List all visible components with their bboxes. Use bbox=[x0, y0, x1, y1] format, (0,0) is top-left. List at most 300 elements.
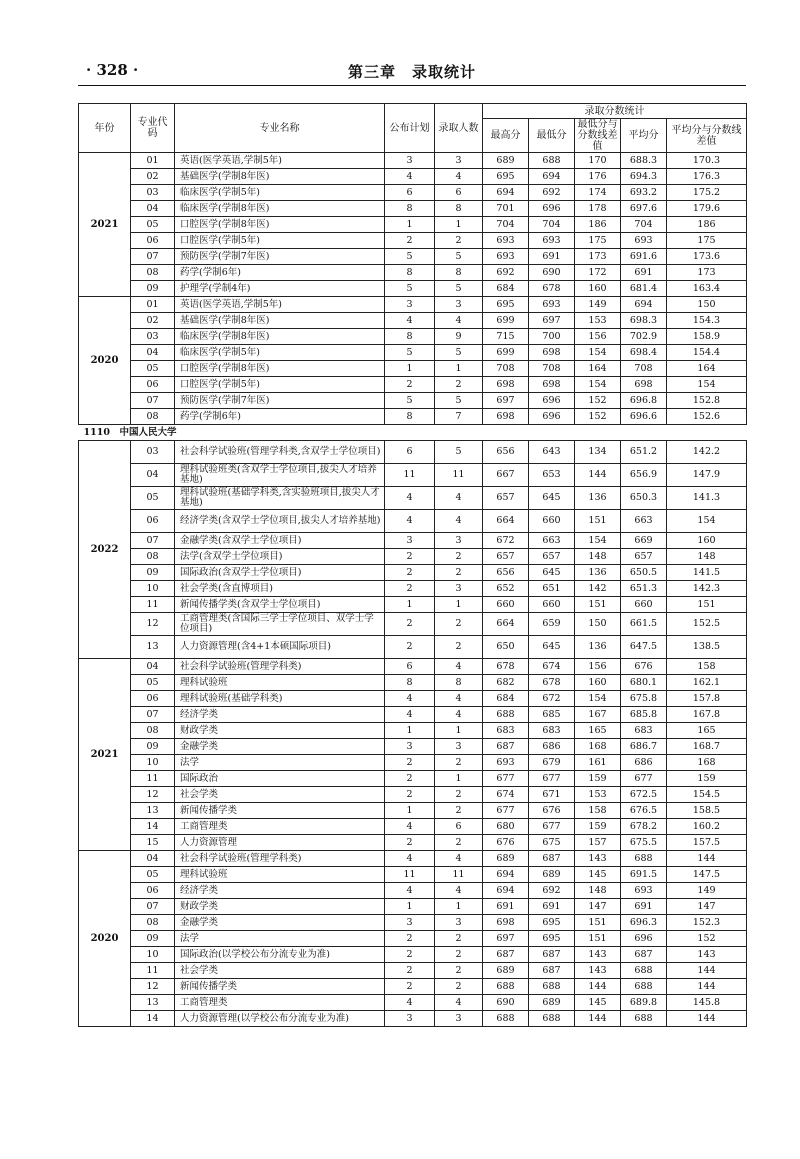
admitted-cell: 3 bbox=[435, 739, 483, 755]
avg-diff-cell: 144 bbox=[667, 963, 747, 979]
min-diff-cell: 170 bbox=[575, 153, 621, 169]
name-cell: 临床医学(学制5年) bbox=[175, 185, 385, 201]
max-cell: 674 bbox=[483, 787, 529, 803]
plan-cell: 2 bbox=[385, 377, 435, 393]
table-row bbox=[79, 995, 747, 1011]
min-cell: 659 bbox=[529, 613, 575, 636]
avg-diff-cell: 163.4 bbox=[667, 281, 747, 297]
avg-cell: 675.8 bbox=[621, 691, 667, 707]
avg-cell: 678.2 bbox=[621, 819, 667, 835]
name-cell: 护理学(学制4年) bbox=[175, 281, 385, 297]
avg-diff-cell: 173 bbox=[667, 265, 747, 281]
table-row bbox=[79, 883, 747, 899]
min-diff-cell: 151 bbox=[575, 510, 621, 533]
min-cell: 687 bbox=[529, 851, 575, 867]
avg-diff-cell: 154.4 bbox=[667, 345, 747, 361]
page-number: · 328 · bbox=[86, 61, 139, 79]
code-cell: 07 bbox=[131, 533, 175, 549]
name-cell: 经济学类(含双学士学位项目,拔尖人才培养基地) bbox=[175, 510, 385, 533]
name-cell: 理科试验班(基础学科类) bbox=[175, 691, 385, 707]
name-cell: 人力资源管理(含4+1本硕国际项目) bbox=[175, 636, 385, 659]
header-min-diff: 最低分与分数线差值 bbox=[575, 119, 621, 153]
max-cell: 694 bbox=[483, 185, 529, 201]
avg-cell: 681.4 bbox=[621, 281, 667, 297]
name-cell: 国际政治(以学校公布分流专业为准) bbox=[175, 947, 385, 963]
name-cell: 理科试验班类(含双学士学位项目,拔尖人才培养基地) bbox=[175, 464, 385, 487]
min-diff-cell: 153 bbox=[575, 313, 621, 329]
avg-cell: 677 bbox=[621, 771, 667, 787]
avg-cell: 689.8 bbox=[621, 995, 667, 1011]
table-row bbox=[79, 313, 747, 329]
min-cell: 675 bbox=[529, 835, 575, 851]
plan-cell: 11 bbox=[385, 867, 435, 883]
code-cell: 03 bbox=[131, 329, 175, 345]
admitted-cell: 2 bbox=[435, 979, 483, 995]
max-cell: 698 bbox=[483, 915, 529, 931]
name-cell: 预防医学(学制7年医) bbox=[175, 393, 385, 409]
name-cell: 工商管理类 bbox=[175, 819, 385, 835]
avg-cell: 694 bbox=[621, 297, 667, 313]
min-diff-cell: 152 bbox=[575, 393, 621, 409]
code-cell: 04 bbox=[131, 201, 175, 217]
name-cell: 理科试验班 bbox=[175, 675, 385, 691]
code-cell: 10 bbox=[131, 947, 175, 963]
min-cell: 678 bbox=[529, 281, 575, 297]
table-row bbox=[79, 675, 747, 691]
avg-cell: 694.3 bbox=[621, 169, 667, 185]
avg-diff-cell: 152.6 bbox=[667, 409, 747, 425]
avg-diff-cell: 160 bbox=[667, 533, 747, 549]
plan-cell: 5 bbox=[385, 281, 435, 297]
table-row bbox=[79, 787, 747, 803]
plan-cell: 8 bbox=[385, 265, 435, 281]
chapter-title: 第三章 录取统计 bbox=[347, 63, 476, 81]
avg-diff-cell: 143 bbox=[667, 947, 747, 963]
code-cell: 05 bbox=[131, 361, 175, 377]
header-min: 最低分 bbox=[529, 119, 575, 153]
year-cell: 2020 bbox=[79, 297, 131, 425]
admitted-cell: 2 bbox=[435, 565, 483, 581]
code-cell: 04 bbox=[131, 345, 175, 361]
admitted-cell: 3 bbox=[435, 1011, 483, 1027]
plan-cell: 2 bbox=[385, 755, 435, 771]
min-diff-cell: 144 bbox=[575, 1011, 621, 1027]
admitted-cell: 6 bbox=[435, 185, 483, 201]
max-cell: 688 bbox=[483, 707, 529, 723]
min-cell: 691 bbox=[529, 249, 575, 265]
plan-cell: 1 bbox=[385, 899, 435, 915]
plan-cell: 6 bbox=[385, 659, 435, 675]
avg-cell: 708 bbox=[621, 361, 667, 377]
name-cell: 预防医学(学制7年医) bbox=[175, 249, 385, 265]
table-row bbox=[79, 707, 747, 723]
max-cell: 664 bbox=[483, 613, 529, 636]
table-row bbox=[79, 393, 747, 409]
max-cell: 660 bbox=[483, 597, 529, 613]
avg-diff-cell: 186 bbox=[667, 217, 747, 233]
name-cell: 财政学类 bbox=[175, 723, 385, 739]
code-cell: 14 bbox=[131, 819, 175, 835]
avg-cell: 691.5 bbox=[621, 867, 667, 883]
admitted-cell: 4 bbox=[435, 707, 483, 723]
code-cell: 13 bbox=[131, 803, 175, 819]
name-cell: 英语(医学英语,学制5年) bbox=[175, 153, 385, 169]
table-row bbox=[79, 565, 747, 581]
min-diff-cell: 157 bbox=[575, 835, 621, 851]
plan-cell: 4 bbox=[385, 851, 435, 867]
min-diff-cell: 165 bbox=[575, 723, 621, 739]
plan-cell: 1 bbox=[385, 597, 435, 613]
avg-diff-cell: 141.3 bbox=[667, 487, 747, 510]
code-cell: 11 bbox=[131, 597, 175, 613]
table-row bbox=[79, 297, 747, 313]
avg-diff-cell: 176.3 bbox=[667, 169, 747, 185]
admitted-cell: 2 bbox=[435, 803, 483, 819]
avg-cell: 688 bbox=[621, 851, 667, 867]
avg-diff-cell: 175 bbox=[667, 233, 747, 249]
name-cell: 工商管理类 bbox=[175, 995, 385, 1011]
table-row bbox=[79, 851, 747, 867]
avg-diff-cell: 158.9 bbox=[667, 329, 747, 345]
table-row bbox=[79, 963, 747, 979]
max-cell: 683 bbox=[483, 723, 529, 739]
table-row bbox=[79, 636, 747, 659]
code-cell: 05 bbox=[131, 867, 175, 883]
min-diff-cell: 174 bbox=[575, 185, 621, 201]
avg-diff-cell: 144 bbox=[667, 979, 747, 995]
avg-diff-cell: 162.1 bbox=[667, 675, 747, 691]
min-diff-cell: 134 bbox=[575, 441, 621, 464]
max-cell: 650 bbox=[483, 636, 529, 659]
table-row bbox=[79, 329, 747, 345]
plan-cell: 2 bbox=[385, 963, 435, 979]
min-diff-cell: 176 bbox=[575, 169, 621, 185]
min-diff-cell: 159 bbox=[575, 819, 621, 835]
plan-cell: 8 bbox=[385, 201, 435, 217]
plan-cell: 4 bbox=[385, 707, 435, 723]
admitted-cell: 4 bbox=[435, 851, 483, 867]
plan-cell: 4 bbox=[385, 691, 435, 707]
avg-diff-cell: 168.7 bbox=[667, 739, 747, 755]
avg-cell: 696.6 bbox=[621, 409, 667, 425]
code-cell: 14 bbox=[131, 1011, 175, 1027]
min-diff-cell: 161 bbox=[575, 755, 621, 771]
avg-cell: 651.2 bbox=[621, 441, 667, 464]
min-diff-cell: 154 bbox=[575, 533, 621, 549]
min-diff-cell: 172 bbox=[575, 265, 621, 281]
name-cell: 国际政治(含双学士学位项目) bbox=[175, 565, 385, 581]
avg-cell: 656.9 bbox=[621, 464, 667, 487]
code-cell: 07 bbox=[131, 899, 175, 915]
min-diff-cell: 160 bbox=[575, 281, 621, 297]
avg-cell: 702.9 bbox=[621, 329, 667, 345]
name-cell: 社会学类(含直博项目) bbox=[175, 581, 385, 597]
code-cell: 08 bbox=[131, 549, 175, 565]
admitted-cell: 2 bbox=[435, 613, 483, 636]
max-cell: 694 bbox=[483, 867, 529, 883]
max-cell: 689 bbox=[483, 963, 529, 979]
admitted-cell: 4 bbox=[435, 487, 483, 510]
table-row bbox=[79, 249, 747, 265]
year-cell: 2021 bbox=[79, 659, 131, 851]
min-diff-cell: 167 bbox=[575, 707, 621, 723]
avg-cell: 650.3 bbox=[621, 487, 667, 510]
max-cell: 698 bbox=[483, 377, 529, 393]
avg-diff-cell: 164 bbox=[667, 361, 747, 377]
min-diff-cell: 151 bbox=[575, 915, 621, 931]
admitted-cell: 3 bbox=[435, 153, 483, 169]
avg-cell: 691 bbox=[621, 265, 667, 281]
min-diff-cell: 178 bbox=[575, 201, 621, 217]
avg-diff-cell: 149 bbox=[667, 883, 747, 899]
code-cell: 04 bbox=[131, 464, 175, 487]
avg-diff-cell: 147 bbox=[667, 899, 747, 915]
min-cell: 683 bbox=[529, 723, 575, 739]
code-cell: 09 bbox=[131, 739, 175, 755]
plan-cell: 4 bbox=[385, 169, 435, 185]
admitted-cell: 2 bbox=[435, 931, 483, 947]
admitted-cell: 4 bbox=[435, 995, 483, 1011]
table-row bbox=[79, 377, 747, 393]
admitted-cell: 3 bbox=[435, 533, 483, 549]
min-diff-cell: 151 bbox=[575, 931, 621, 947]
name-cell: 社会学类 bbox=[175, 963, 385, 979]
max-cell: 652 bbox=[483, 581, 529, 597]
plan-cell: 2 bbox=[385, 549, 435, 565]
year-cell: 2021 bbox=[79, 153, 131, 297]
plan-cell: 1 bbox=[385, 361, 435, 377]
header-year: 年份 bbox=[79, 104, 131, 153]
min-diff-cell: 136 bbox=[575, 487, 621, 510]
plan-cell: 2 bbox=[385, 771, 435, 787]
avg-diff-cell: 157.8 bbox=[667, 691, 747, 707]
table-row bbox=[79, 739, 747, 755]
max-cell: 667 bbox=[483, 464, 529, 487]
max-cell: 697 bbox=[483, 931, 529, 947]
min-diff-cell: 168 bbox=[575, 739, 621, 755]
table-row bbox=[79, 1011, 747, 1027]
avg-diff-cell: 152.5 bbox=[667, 613, 747, 636]
min-cell: 698 bbox=[529, 377, 575, 393]
min-cell: 690 bbox=[529, 265, 575, 281]
admitted-cell: 4 bbox=[435, 313, 483, 329]
max-cell: 656 bbox=[483, 565, 529, 581]
max-cell: 704 bbox=[483, 217, 529, 233]
avg-cell: 660 bbox=[621, 597, 667, 613]
name-cell: 人力资源管理 bbox=[175, 835, 385, 851]
table-row bbox=[79, 441, 747, 464]
avg-cell: 663 bbox=[621, 510, 667, 533]
table-row bbox=[79, 510, 747, 533]
max-cell: 699 bbox=[483, 345, 529, 361]
min-diff-cell: 144 bbox=[575, 979, 621, 995]
admitted-cell: 2 bbox=[435, 755, 483, 771]
table-header bbox=[79, 104, 747, 153]
plan-cell: 1 bbox=[385, 217, 435, 233]
avg-diff-cell: 168 bbox=[667, 755, 747, 771]
avg-diff-cell: 160.2 bbox=[667, 819, 747, 835]
admitted-cell: 5 bbox=[435, 345, 483, 361]
plan-cell: 5 bbox=[385, 249, 435, 265]
min-diff-cell: 144 bbox=[575, 464, 621, 487]
header-name: 专业名称 bbox=[175, 104, 385, 153]
admitted-cell: 8 bbox=[435, 201, 483, 217]
table-row bbox=[79, 613, 747, 636]
min-cell: 653 bbox=[529, 464, 575, 487]
name-cell: 财政学类 bbox=[175, 899, 385, 915]
code-cell: 03 bbox=[131, 441, 175, 464]
min-cell: 660 bbox=[529, 510, 575, 533]
min-cell: 643 bbox=[529, 441, 575, 464]
avg-cell: 697.6 bbox=[621, 201, 667, 217]
table-row bbox=[79, 819, 747, 835]
avg-cell: 669 bbox=[621, 533, 667, 549]
admitted-cell: 1 bbox=[435, 597, 483, 613]
min-diff-cell: 160 bbox=[575, 675, 621, 691]
max-cell: 684 bbox=[483, 281, 529, 297]
table-row bbox=[79, 597, 747, 613]
code-cell: 08 bbox=[131, 409, 175, 425]
admitted-cell: 2 bbox=[435, 233, 483, 249]
max-cell: 695 bbox=[483, 297, 529, 313]
code-cell: 03 bbox=[131, 185, 175, 201]
code-cell: 05 bbox=[131, 217, 175, 233]
avg-diff-cell: 145.8 bbox=[667, 995, 747, 1011]
plan-cell: 2 bbox=[385, 947, 435, 963]
plan-cell: 3 bbox=[385, 739, 435, 755]
code-cell: 06 bbox=[131, 691, 175, 707]
avg-diff-cell: 152 bbox=[667, 931, 747, 947]
max-cell: 701 bbox=[483, 201, 529, 217]
min-diff-cell: 151 bbox=[575, 597, 621, 613]
name-cell: 药学(学制6年) bbox=[175, 265, 385, 281]
min-diff-cell: 136 bbox=[575, 636, 621, 659]
admitted-cell: 1 bbox=[435, 771, 483, 787]
avg-diff-cell: 157.5 bbox=[667, 835, 747, 851]
table-row bbox=[79, 899, 747, 915]
avg-cell: 691.6 bbox=[621, 249, 667, 265]
min-cell: 696 bbox=[529, 409, 575, 425]
min-diff-cell: 154 bbox=[575, 691, 621, 707]
min-diff-cell: 173 bbox=[575, 249, 621, 265]
avg-cell: 657 bbox=[621, 549, 667, 565]
table-row bbox=[79, 915, 747, 931]
min-diff-cell: 149 bbox=[575, 297, 621, 313]
max-cell: 693 bbox=[483, 233, 529, 249]
avg-diff-cell: 141.5 bbox=[667, 565, 747, 581]
table-row bbox=[79, 835, 747, 851]
plan-cell: 4 bbox=[385, 510, 435, 533]
code-cell: 13 bbox=[131, 636, 175, 659]
max-cell: 695 bbox=[483, 169, 529, 185]
plan-cell: 4 bbox=[385, 819, 435, 835]
min-cell: 660 bbox=[529, 597, 575, 613]
table-row bbox=[79, 659, 747, 675]
avg-diff-cell: 165 bbox=[667, 723, 747, 739]
min-cell: 676 bbox=[529, 803, 575, 819]
code-cell: 09 bbox=[131, 281, 175, 297]
plan-cell: 2 bbox=[385, 233, 435, 249]
min-diff-cell: 154 bbox=[575, 345, 621, 361]
avg-diff-cell: 151 bbox=[667, 597, 747, 613]
min-diff-cell: 156 bbox=[575, 329, 621, 345]
max-cell: 689 bbox=[483, 153, 529, 169]
max-cell: 690 bbox=[483, 995, 529, 1011]
admitted-cell: 5 bbox=[435, 441, 483, 464]
page-header bbox=[78, 55, 746, 86]
min-cell: 688 bbox=[529, 153, 575, 169]
code-cell: 11 bbox=[131, 771, 175, 787]
code-cell: 01 bbox=[131, 153, 175, 169]
avg-diff-cell: 144 bbox=[667, 1011, 747, 1027]
admitted-cell: 3 bbox=[435, 915, 483, 931]
code-cell: 02 bbox=[131, 313, 175, 329]
code-cell: 01 bbox=[131, 297, 175, 313]
table-row bbox=[79, 169, 747, 185]
min-cell: 677 bbox=[529, 771, 575, 787]
admitted-cell: 2 bbox=[435, 377, 483, 393]
name-cell: 国际政治 bbox=[175, 771, 385, 787]
name-cell: 药学(学制6年) bbox=[175, 409, 385, 425]
max-cell: 688 bbox=[483, 1011, 529, 1027]
name-cell: 法学 bbox=[175, 755, 385, 771]
avg-cell: 698 bbox=[621, 377, 667, 393]
name-cell: 法学(含双学士学位项目) bbox=[175, 549, 385, 565]
plan-cell: 4 bbox=[385, 313, 435, 329]
name-cell: 口腔医学(学制5年) bbox=[175, 377, 385, 393]
min-cell: 691 bbox=[529, 899, 575, 915]
code-cell: 07 bbox=[131, 707, 175, 723]
avg-cell: 693 bbox=[621, 233, 667, 249]
table-row bbox=[79, 549, 747, 565]
plan-cell: 8 bbox=[385, 329, 435, 345]
table-row bbox=[79, 947, 747, 963]
table-row bbox=[79, 867, 747, 883]
name-cell: 社会科学试验班(管理学科类) bbox=[175, 659, 385, 675]
admitted-cell: 1 bbox=[435, 361, 483, 377]
min-cell: 674 bbox=[529, 659, 575, 675]
code-cell: 10 bbox=[131, 755, 175, 771]
name-cell: 金融学类 bbox=[175, 739, 385, 755]
table-row bbox=[79, 691, 747, 707]
admitted-cell: 5 bbox=[435, 249, 483, 265]
avg-diff-cell: 158 bbox=[667, 659, 747, 675]
plan-cell: 2 bbox=[385, 787, 435, 803]
avg-cell: 696.3 bbox=[621, 915, 667, 931]
admitted-cell: 2 bbox=[435, 947, 483, 963]
max-cell: 693 bbox=[483, 249, 529, 265]
avg-cell: 686 bbox=[621, 755, 667, 771]
min-cell: 645 bbox=[529, 487, 575, 510]
table-row bbox=[79, 217, 747, 233]
admitted-cell: 4 bbox=[435, 510, 483, 533]
plan-cell: 4 bbox=[385, 487, 435, 510]
min-diff-cell: 150 bbox=[575, 613, 621, 636]
plan-cell: 4 bbox=[385, 995, 435, 1011]
min-diff-cell: 158 bbox=[575, 803, 621, 819]
name-cell: 新闻传播学类(含双学士学位项目) bbox=[175, 597, 385, 613]
code-cell: 12 bbox=[131, 613, 175, 636]
name-cell: 法学 bbox=[175, 931, 385, 947]
avg-cell: 650.5 bbox=[621, 565, 667, 581]
name-cell: 口腔医学(学制5年) bbox=[175, 233, 385, 249]
header-max: 最高分 bbox=[483, 119, 529, 153]
code-cell: 06 bbox=[131, 233, 175, 249]
name-cell: 临床医学(学制8年医) bbox=[175, 329, 385, 345]
admitted-cell: 5 bbox=[435, 393, 483, 409]
min-cell: 704 bbox=[529, 217, 575, 233]
min-cell: 651 bbox=[529, 581, 575, 597]
